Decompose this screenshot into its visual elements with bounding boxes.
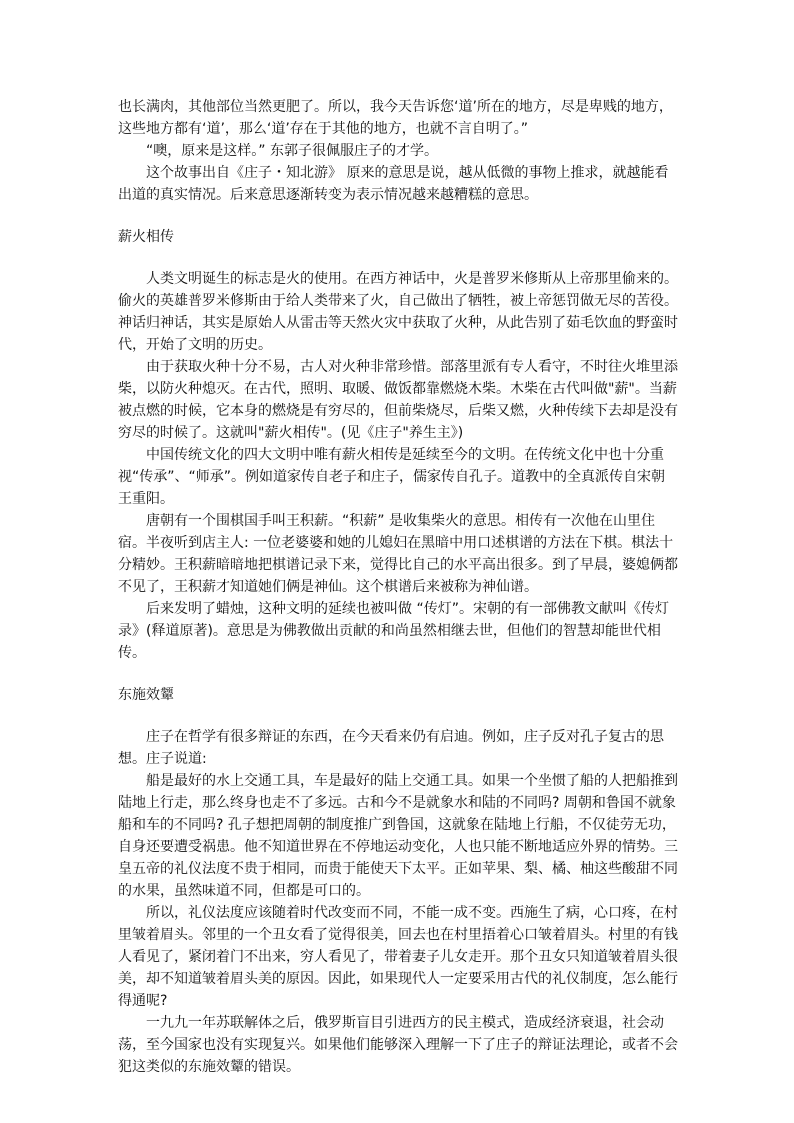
xinhuo-paragraph-4: 唐朝有一个围棋国手叫王积薪。“积薪” 是收集柴火的意思。相传有一次他在山里住宿。半夜听到店主人: 一位老婆婆和她的儿媳妇在黑暗中用口述棋谱的方法在下棋。棋法十分精妙。王积薪暗暗地把棋谱记录下来，觉得比自己的水平高出很多。到了早晨，婆媳俩都不见了，王积薪才知道她们俩是神仙。这个棋谱后来被称为神仙谱。 xyxy=(118,513,678,595)
xinhuo-paragraph-1: 人类文明诞生的标志是火的使用。在西方神话中，火是普罗米修斯从上帝那里偷来的。偷火的英雄普罗米修斯由于给人类带来了火，自己做出了牺牲，被上帝惩罚做无尽的苦役。神话归神话，其实是原始人从雷击等天然火灾中获取了火种，从此告别了茹毛饮血的野蛮时代，开始了文明的历史。 xyxy=(118,271,678,353)
section-heading-dongshi: 东施效颦 xyxy=(118,687,174,703)
intro-paragraph-3: 这个故事出自《庄子・知北游》 原来的意思是说，越从低微的事物上推求，就越能看出道的真实情况。后来意思逐渐转变为表示情况越来越糟糕的意思。 xyxy=(118,165,669,203)
document-body xyxy=(118,96,678,1078)
intro-paragraph-1: 也长满肉，其他部位当然更肥了。所以，我今天告诉您‘道’所在的地方，尽是卑贱的地方，这些地方都有‘道’，那么‘道’存在于其他的地方，也就不言自明了。” xyxy=(118,99,673,137)
dongshi-paragraph-3: 所以，礼仪法度应该随着时代改变而不同，不能一成不变。西施生了病，心口疼，在村里皱着眉头。邻里的一个丑女看了觉得很美，回去也在村里捂着心口皱着眉头。村里的有钱人看见了，紧闭着门不出来，穷人看见了，带着妻子儿女走开。那个丑女只知道皱着眉头很美，却不知道皱着眉头美的原因。因此，如果现代人一定要采用古代的礼仪制度，怎么能行得通呢? xyxy=(118,905,678,1009)
section-heading-xinhuo: 薪火相传 xyxy=(118,229,174,245)
dongshi-paragraph-4: 一九九一年苏联解体之后，俄罗斯盲目引进西方的民主模式，造成经济衰退，社会动荡，至今国家也没有实现复兴。如果他们能够深入理解一下了庄子的辩证法理论，或者不会犯这类似的东施效颦的错误。 xyxy=(118,1015,678,1075)
xinhuo-paragraph-3: 中国传统文化的四大文明中唯有薪火相传是延续至今的文明。在传统文化中也十分重视“传承”、“师承”。例如道家传自老子和庄子，儒家传自孔子。道教中的全真派传自宋朝王重阳。 xyxy=(118,447,666,507)
dongshi-paragraph-2: 船是最好的水上交通工具，车是最好的陆上交通工具。如果一个坐惯了船的人把船推到陆地上行走，那么终身也走不了多远。古和今不是就象水和陆的不同吗? 周朝和鲁国不就象船和车的不同吗? 孔子想把周朝的制度推广到鲁国，这就象在陆地上行船，不仅徒劳无功，自身还要遭受祸患。他不知道世界在不停地运动变化，人也只能不断地适应外界的情势。三皇五帝的礼仪法度不贵于相同，而贵于能使天下太平。正如苹果、梨、橘、柚这些酸甜不同的水果，虽然味道不同，但都是可口的。 xyxy=(118,773,678,899)
xinhuo-paragraph-2: 由于获取火种十分不易，古人对火种非常珍惜。部落里派有专人看守，不时往火堆里添柴，以防火种熄灭。在古代，照明、取暖、做饭都靠燃烧木柴。木柴在古代叫做"薪"。当薪被点燃的时候，它本身的燃烧是有穷尽的，但前柴烧尽，后柴又燃，火种传续下去却是没有穷尽的时候了。这就叫"薪火相传"。(见《庄子"养生主》) xyxy=(118,359,678,441)
intro-paragraph-2: “噢，原来是这样。” 东郭子很佩服庄子的才学。 xyxy=(146,143,438,159)
xinhuo-paragraph-5: 后来发明了蜡烛，这种文明的延续也被叫做 “传灯”。宋朝的有一部佛教文献叫《传灯录》(释道原著)。意思是为佛教做出贡献的和尚虽然相继去世，但他们的智慧却能世代相传。 xyxy=(118,601,669,661)
dongshi-paragraph-1: 庄子在哲学有很多辩证的东西，在今天看来仍有启迪。例如，庄子反对孔子复古的思想。庄子说道: xyxy=(118,729,664,767)
